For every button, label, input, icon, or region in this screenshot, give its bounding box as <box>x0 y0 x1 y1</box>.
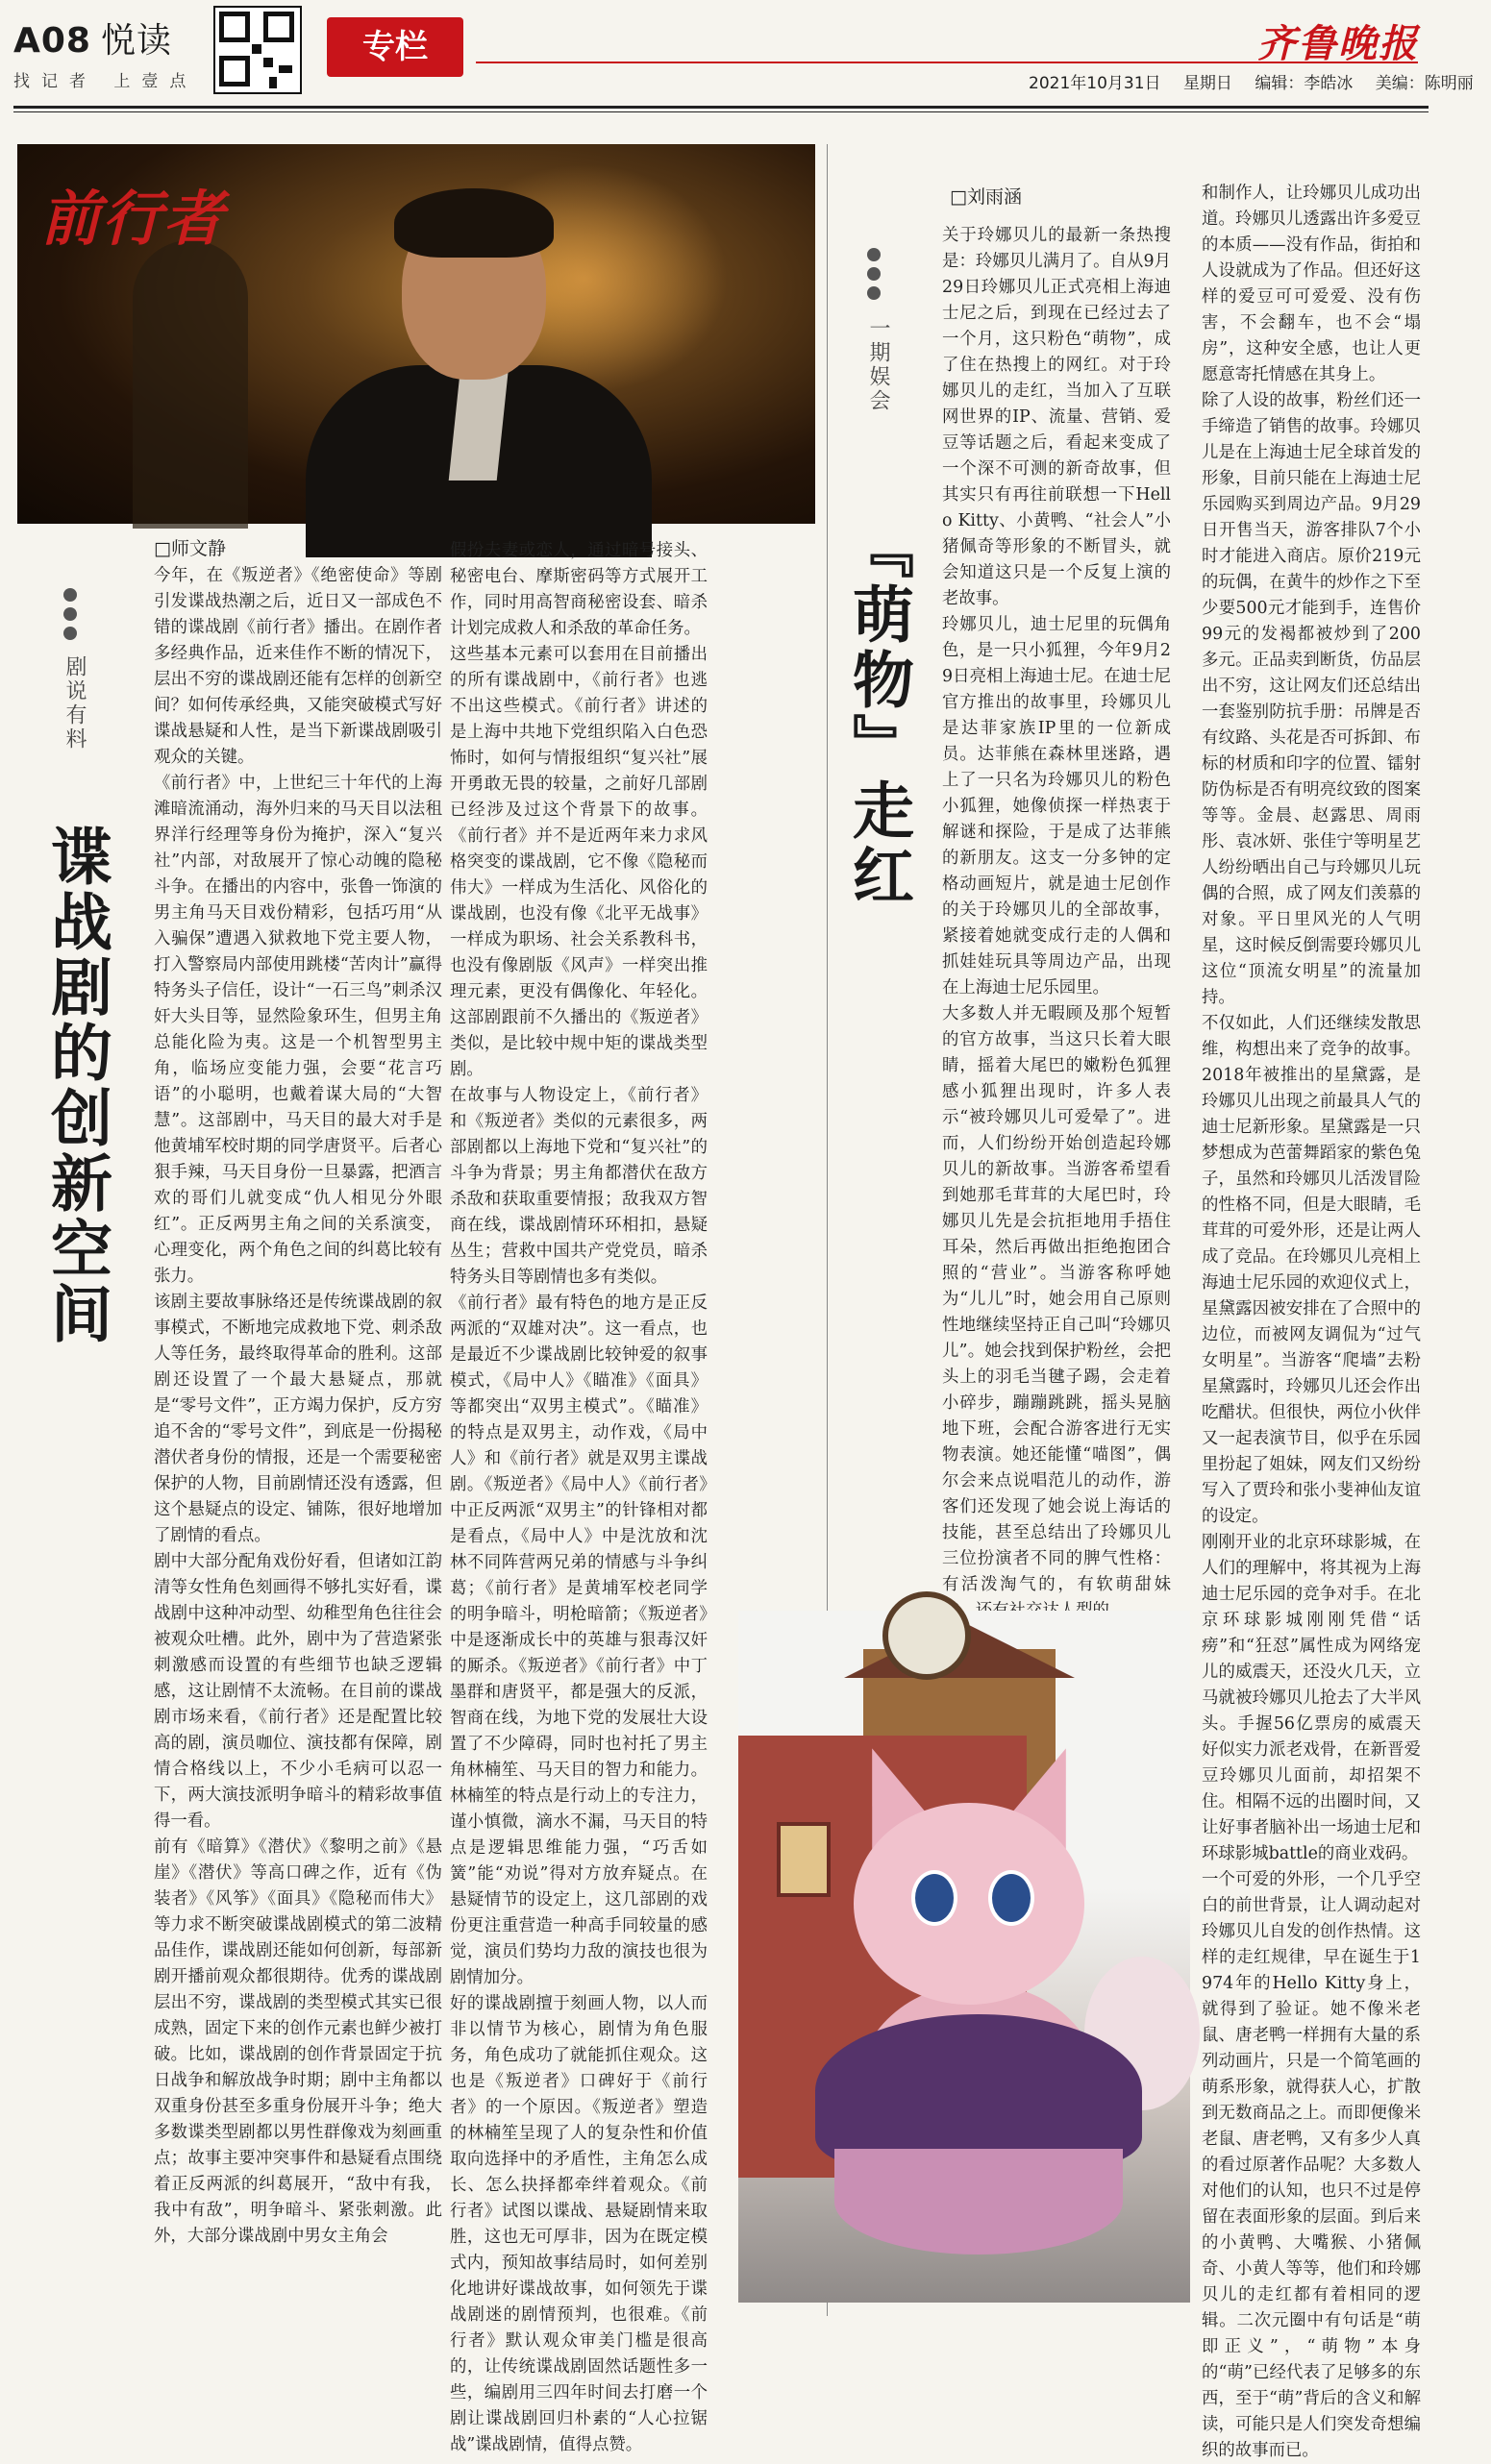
clock-icon <box>882 1591 971 1680</box>
fox-head <box>854 1803 1084 2005</box>
fox-eye <box>988 1870 1034 1926</box>
column-label: 一期娱会 <box>866 317 890 413</box>
article-text-column-1: 关于玲娜贝儿的最新一条热搜是：玲娜贝儿满月了。自从9月29日玲娜贝儿正式亮相上海迪士尼之后，到现在已经过去了一个月，这只粉色“萌物”，成了住在热搜上的网红。对于玲娜贝儿的走红，当加入了互联网世界的IP、流量、营销、爱豆等话题之后，看起来变成了一个深不可测的新奇故事，但其实只有再往前联想一下Hello Kitty、小黄鸭、“社会人”小猪佩奇等形象的不断冒头，就会知道这只是一个反复上演的老故事。 玲娜贝儿，迪士尼里的玩偶角色，是一只小狐狸，今年9月29日亮相上海迪士尼。在迪士尼官方推出的故事里，玲娜贝儿是达菲家族IP里的一位新成员。达菲熊在森林里迷路，遇上了一只名为玲娜贝儿的粉色小狐狸，她像侦探一样热衷于解谜和探险，于是成了达菲熊的新朋友。这支一分多钟的定格动画短片，就是迪士尼创作的关于玲娜贝儿的全部故事，紧接着她就变成行走的人偶和抓娃娃玩具等周边产品，出现在上海迪士尼乐园里。 大多数人并无暇顾及那个短暂的官方故事，当这只长着大眼睛，摇着大尾巴的嫩粉色狐狸感小狐狸出现时，许多人表示“被玲娜贝儿可爱晕了”。进而，人们纷纷开始创造起玲娜贝儿的新故事。当游客希望看到她那毛茸茸的大尾巴时，玲娜贝儿先是会抗拒地用手捂住耳朵，然后再做出拒绝抱团合照的“营业”。当游客称呼她为“儿儿”时，她会用自己原则性地继续坚持正自己叫“玲娜贝儿”。她会找到保护粉丝，会把头上的羽毛当毽子踢，会走着小碎步，蹦蹦跳跳，摇头晃脑地下班，会配合游客进行无实物表演。她还能懂“喵图”，偶尔会来点说唱范儿的动作，游客们还发现了她会说上海话的技能，甚至总结出了玲娜贝儿三位扮演者不同的脾气性格：有活泼淘气的，有软萌甜妹 <box>942 226 1171 1594</box>
fox-eye <box>911 1870 957 1926</box>
window <box>777 1822 831 1897</box>
newspaper-logo: 齐鲁晚报 <box>1257 21 1419 66</box>
header-slogan: 找记者 上壹点 <box>13 72 198 91</box>
designer-credit: 美编：陈明丽 <box>1375 74 1474 93</box>
page-number: A08 悦读 <box>13 21 172 61</box>
column-tab[interactable]: 专栏 <box>327 17 463 77</box>
drama-still-photo <box>17 144 815 524</box>
background-figure <box>133 240 248 529</box>
fox-skirt <box>834 2149 1123 2255</box>
editor-credit: 编辑：李皓冰 <box>1255 74 1354 93</box>
article-text-column-2: 假扮夫妻或恋人，通过暗号接头、秘密电台、摩斯密码等方式展开工作，同时用高智商秘密设套、暗杀计划完成救人和杀敌的革命任务。 这些基本元素可以套用在目前播出的所有谍战剧中，《前行者》也逃不出这些模式。《前行者》讲述的是上海中共地下党组织陷入白色恐怖时，如何与情报组织“复兴社”展开勇敢无畏的较量，之前好几部剧已经涉及过这个背景下的故事。《前行者》并不是近两年来力求风格突变的谍战剧，它不像《隐秘而伟大》一样成为生活化、风俗化的谍战剧，也没有像《北平无战事》一样成为职场、社会关系教科书，也没有像剧版《风声》一样突出推理元素，更没有偶像化、年轻化。这部剧跟前不久播出的《叛逆者》类似，是比较中规中矩的谍战类型剧。 在故事与人物设定上，《前行者》和《叛逆者》类似的元素很多，两部剧都以上海地下党和“复兴社”的斗争为背景；男主角都潜伏在敌方杀敌和获取重要情报；敌我双方智商在线，谍战剧情环环相扣，悬疑丛生；营救中国共产党党员，暗杀特务头目等剧情也多有类似。 《前行者》最有特色的地方是正反两派的“双雄对决”。这一看点，也是最近不少谍战剧比较钟爱的叙事模式，《局中人》《瞄准》《面具》等都突出“双男主模式”。《瞄准》的特点是双男主，动作戏，《局中人》和《前行者》就是双男主谍战剧。《叛逆者》《局中人》《前行者》中正反两派“双男主”的针锋相对都是看点，《局中人》中是沈放和沈林不同阵营两兄弟的情感与斗争纠葛；《前行者》是黄埔军校老同学的明争暗斗，明枪暗箭；《叛逆者》中是逐渐成长中的英雄与狠毒汉奸的厮杀。《叛逆者》《前行者》中丁墨群和唐贤平，都是强大的反派，智商在线，为地下党的发展壮大设置了不少障碍，同时也衬托了男主角林楠笙、马天目的智力和能力。林楠笙的特点是行动上的专注力，谨小慎微，滴水不漏，马天目的特点是逻辑思维能力强，“巧舌如簧”能“劝说”得对方放弃疑点。在悬疑情节的设定上，这几部剧的戏份更注重营造一种高手同较量的感觉，演员们势均力敌的演技也很为剧情加分。 好的谍战剧擅于刻画人物，以人而非以情节为核心，剧情为角色服务，角色成功了就能抓住观众。这也是《叛逆者》口碑好于《前行者》的一个原因。《叛逆者》塑造的林楠笙呈现了人的复杂性和价值取向选择中的矛盾性，主角怎么成长、怎么抉择都牵绊着观众。《前行者》试图以谍战、悬疑剧情来取胜，这也无可厚非，因为在既定模式内，预知故事结局时，如何差别化地讲好谍战故事，如何领先于谍战剧迷的剧情预判，也很难。《前行者》默认观众审美门槛是很高的，让传统谍战剧固然话题性多一些，编剧用三四年时间去打磨一个剧让谍战剧回归朴素的“人心拉锯战”谍战剧情，值得点赞。 <box>450 541 708 2454</box>
article-author: □刘雨涵 <box>950 186 1022 208</box>
issue-weekday: 星期日 <box>1182 74 1232 93</box>
actor-hair <box>394 188 554 258</box>
fox-cape <box>815 2014 1142 2168</box>
header-meta <box>1029 69 1491 93</box>
article-title: 『萌物』走红 <box>842 517 914 909</box>
article-text-column-1: 今年，在《叛逆者》《绝密使命》等剧引发谍战热潮之后，近日又一部成色不错的谍战剧《前行者》播出。在剧作者多经典作品，近来佳作不断的情况下，层出不穷的谍战剧还能有怎样的创新空间？如何传承经典，又能突破模式写好谍战悬疑和人性，是当下新谍战剧吸引观众的关键。 《前行者》中，上世纪三十年代的上海滩暗流涌动，海外归来的马天目以法租界洋行经理等身份为掩护，深入“复兴社”内部，对敌展开了惊心动魄的隐秘斗争。在播出的内容中，张鲁一饰演的男主角马天目戏份精彩，包括巧用“从入骗保”遭遇入狱救地下党主要人物，打入警察局内部使用跳楼“苦肉计”赢得特务头子信任，设计“一石三鸟”刺杀汉奸大头目等，显然险象环生，但男主角总能化险为夷。这是一个机智型男主角，临场应变能力强，会要“花言巧语”的小聪明，也戴着谋大局的“大智慧”。这部剧中，马天目的最大对手是他黄埔军校时期的同学唐贤平。后者心狠手辣，马天目身份一旦暴露，把酒言欢的哥们儿就变成“仇人相见分外眼红”。正反两男主角之间的关系演变，心理变化，两个角色之间的纠葛比较有张力。 该剧主要故事脉络还是传统谍战剧的叙事模式，不断地完成救地下党、刺杀敌人等任务，最终取得革命的胜利。这部剧还设置了一个最大悬疑点，那就是“零号文件”，正方竭力保护，反方穷追不舍的“零号文件”，到底是一份揭秘潜伏者身份的情报，还是一个需要秘密保护的人物，目前剧情还没有透露，但这个悬疑点的设定、铺陈，很好地增加了剧情的看点。 剧中大部分配角戏份好看，但诸如江韵清等女性角色刻画得不够扎实好看，谍战剧中这种冲动型、幼稚型角色往往会被观众吐槽。此外，剧中为了营造紧张刺激感而设置的有些细节也缺乏逻辑感，这让剧情不太流畅。在目前的谍战剧市场来看，《前行者》还是配置比较高的剧，演员咖位、演技都有保障，剧情合格线以上，不少小毛病可以忍一下，两大演技派明争暗斗的精彩故事值得一看。 前有《暗算》《潜伏》《黎明之前》《悬崖》《潜伏》等高口碑之作，近有《伪装者》《风筝》《面具》《隐秘而伟大》等力求不断突破谍战剧模式的第二波精品佳作，谍战剧还能如何创新，每部新剧开播前观众都很期待。优秀的谍战剧层出不穷，谍战剧的类型模式其实已很成熟，固定下来的创作元素也鲜少被打破。比如，谍战剧的创作背景固定于抗日战争和解放战争时期；剧中主角都以双重身份甚至多重身份展开斗争；绝大多数谍类型剧都以男性群像戏为刻画重点；故事主要冲突事件和悬疑看点围绕着正反两派的纠葛展开，“敌中有我，我中有敌”，明争暗斗、紧张刺激。此外，大部分谍战剧中男女主角会 <box>154 566 442 2246</box>
issue-date: 2021年10月31日 <box>1029 74 1161 93</box>
column-label: 剧说有料 <box>62 655 87 752</box>
article-author: □师文静 <box>154 538 226 559</box>
article-title: 谍战剧的创新空间 <box>40 825 112 1347</box>
linabell-photo <box>738 1611 1190 2303</box>
article-text-column-2: 和制作人，让玲娜贝儿成功出道。玲娜贝儿透露出许多爱豆的本质——没有作品，街拍和人设就成为了作品。但还好这样的爱豆可可爱爱、没有伤害，不会翻车，也不会“塌房”，这种安全感，也让人更愿意寄托情感在其身上。 除了人设的故事，粉丝们还一手缔造了销售的故事。玲娜贝儿是在上海迪士尼全球首发的形象，目前只能在上海迪士尼乐园购买到周边产品。9月29日开售当天，游客排队7个小时才能进入商店。原价219元的玩偶，在黄牛的炒作之下至少要500元才能到手，连售价99元的发褐都被炒到了200多元。正品卖到断货，仿品层出不穷，这让网友们还总结出一套鉴别防抗手册：吊牌是否有纹路、头花是否可拆卸、布标的材质和印字的位置、镭射防伪标是否有明亮纹致的图案等等。金晨、赵露思、周雨彤、袁冰妍、张佳宁等明星艺人纷纷晒出自己与玲娜贝儿玩偶的合照，成了网友们羡慕的对象。平日里风光的人气明星，这时候反倒需要玲娜贝儿这位“顶流女明星”的流量加持。 不仅如此，人们还继续发散思维，构想出来了竞争的故事。2018年被推出的星黛露，是玲娜贝儿出现之前最具人气的迪士尼新形象。星黛露是一只梦想成为芭蕾舞蹈家的紫色兔子，虽然和玲娜贝儿活泼冒险的性格不同，但是大眼睛，毛茸茸的可爱外形，还是让两人成了竞品。在玲娜贝儿亮相上海迪士尼乐园的欢迎仪式上，星黛露因被安排在了合照中的边位，而被网友调侃为“过气女明星”。当游客“爬墙”去粉星黛露时，玲娜贝儿还会作出吃醋状。但很快，两位小伙伴又一起表演节目，似乎在乐园里扮起了姐妹，网友们又纷纷写入了贾玲和张小斐神仙友谊的设定。 刚刚开业的北京环球影城，在人们的理解中，将其视为上海迪士尼乐园的竞争对手。在北京环球影城刚刚凭借“话痨”和“狂怼”属性成为网络宠儿的威震天，还没火几天，立马就被玲娜贝儿抢去了大半风头。手握56亿票房的威震天好似实力派老戏骨，在新晋爱豆玲娜贝儿面前，却招架不住。相隔不远的出圈时间，又让好事者脑补出一场迪士尼和环球影城battle的商业戏码。 一个可爱的外形，一个几乎空白的前世背景，让人调动起对玲娜贝儿自发的创作热情。这样的走红规律，早在诞生于1974年的Hello Kitty身上，就得到了验证。她不像米老鼠、唐老鸭一样拥有大量的系列动画片，只是一个简笔画的萌系形象，就得获人心，扩散到无数商品之上。而即便像米老鼠、唐老鸭，又有多少人真的看过原著作品呢？大多数人对他们的认知，也只不过是停留在表面形象的层面。到后来的小黄鸭、大嘴猴、小猪佩奇、小黄人等等，他们和玲娜贝儿的走红都有着相同的逻辑。二次元圈中有句话是“萌即正义”，“萌物”本身的“萌”已经代表了足够多的东西，至于“萌”背后的含义和解读，可能只是人们突发奇想编织的故事而已。 <box>1202 184 1421 2460</box>
drama-logo: 前行者 <box>40 184 226 254</box>
column-dots-icon <box>63 588 79 646</box>
column-dots-icon <box>867 248 882 306</box>
qr-code-icon[interactable] <box>213 6 302 94</box>
header-rule <box>13 106 1429 109</box>
section-name: 悦读 <box>100 21 172 61</box>
header-rule-thin <box>13 111 1429 112</box>
